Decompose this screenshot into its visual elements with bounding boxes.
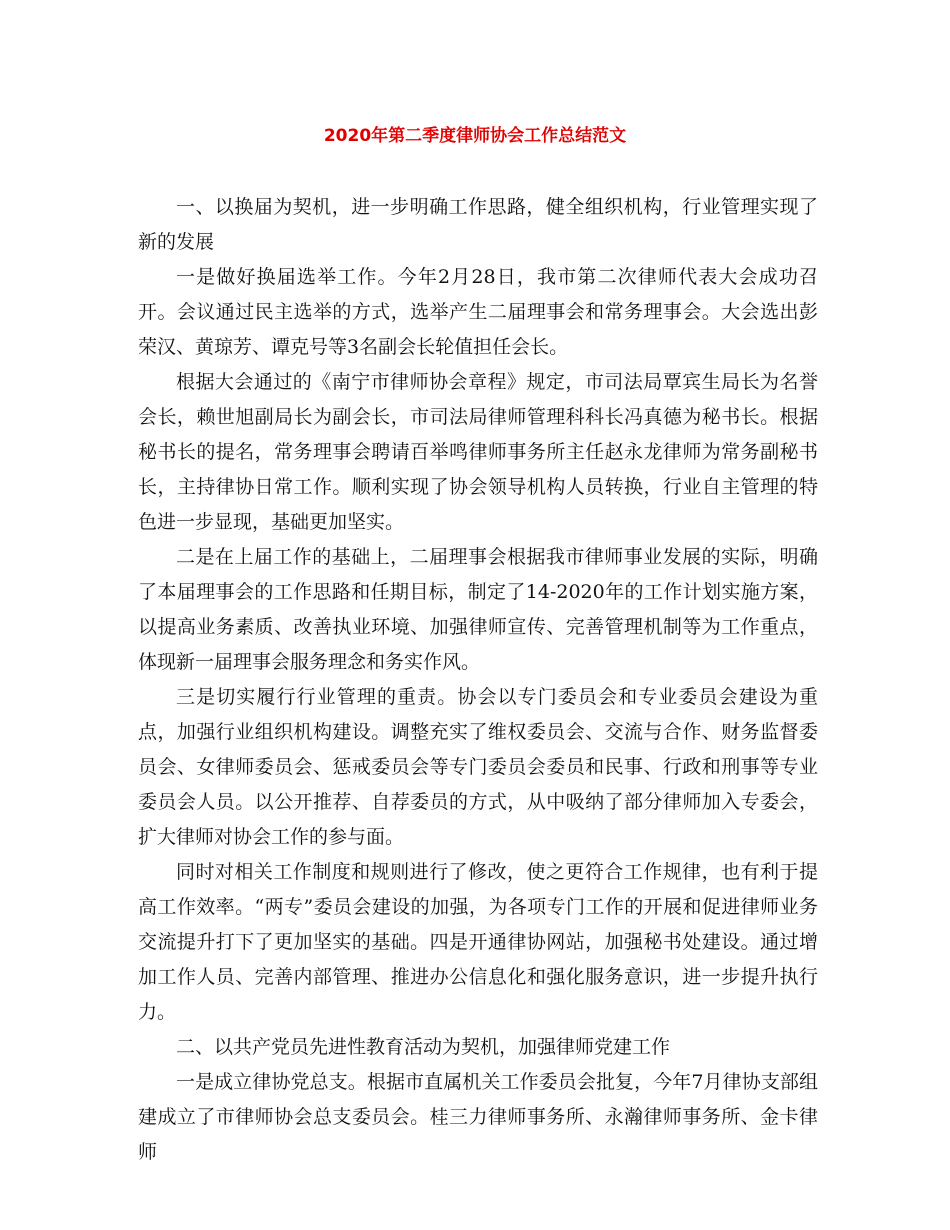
- paragraph-rules-revision: 同时对相关工作制度和规则进行了修改，使之更符合工作规律，也有利于提高工作效率。“两专”委员会建设的加强，为各项专门工作的开展和促进律师业务交流提升打下了更加坚实的基础。四是开通律协网站，加强秘书处建设。通过增加工作人员、完善内部管理、推进办公信息化和强化服务意识，进一步提升执行力。: [138, 861, 818, 1023]
- paragraph-party-branch: 一是成立律协党总支。根据市直属机关工作委员会批复，今年7月律协支部组建成立了市律师协会总支委员会。桂三力律师事务所、永瀚律师事务所、金卡律师: [138, 1071, 818, 1163]
- paragraph-section-two-heading: 二、以共产党员先进性教育活动为契机，加强律师党建工作: [176, 1036, 671, 1058]
- paragraph-charter: 根据大会通过的《南宁市律师协会章程》规定，市司法局覃宾生局长为名誉会长，赖世旭副局长为副会长，市司法局律师管理科科长冯真德为秘书长。根据秘书长的提名，常务理事会聘请百举鸣律师事务所主任赵永龙律师为常务副秘书长，主持律协日常工作。顺利实现了协会领导机构人员转换，行业自主管理的特色进一步显现，基础更加坚实。: [138, 371, 818, 533]
- paragraph-election: 一是做好换届选举工作。今年2月28日，我市第二次律师代表大会成功召开。会议通过民主选举的方式，选举产生二届理事会和常务理事会。大会选出彭荣汉、黄琼芳、谭克号等3名副会长轮值担任会长。: [138, 266, 818, 358]
- document-title: 2020年第二季度律师协会工作总结范文: [323, 126, 627, 146]
- paragraph-work-plan: 二是在上届工作的基础上，二届理事会根据我市律师事业发展的实际，明确了本届理事会的工作思路和任期目标，制定了14-2020年的工作计划实施方案，以提高业务素质、改善执业环境、加强律师宣传、完善管理机制等为工作重点，体现新一届理事会服务理念和务实作风。: [138, 546, 818, 673]
- paragraph-section-one-heading: 一、以换届为契机，进一步明确工作思路，健全组织机构，行业管理实现了新的发展: [138, 196, 818, 253]
- document-body: [138, 190, 818, 1170]
- paragraph-industry-management: 三是切实履行行业管理的重责。协会以专门委员会和专业委员会建设为重点，加强行业组织机构建设。调整充实了维权委员会、交流与合作、财务监督委员会、女律师委员会、惩戒委员会等专门委员会委员和民事、行政和刑事等专业委员会人员。以公开推荐、自荐委员的方式，从中吸纳了部分律师加入专委会，扩大律师对协会工作的参与面。: [138, 686, 818, 848]
